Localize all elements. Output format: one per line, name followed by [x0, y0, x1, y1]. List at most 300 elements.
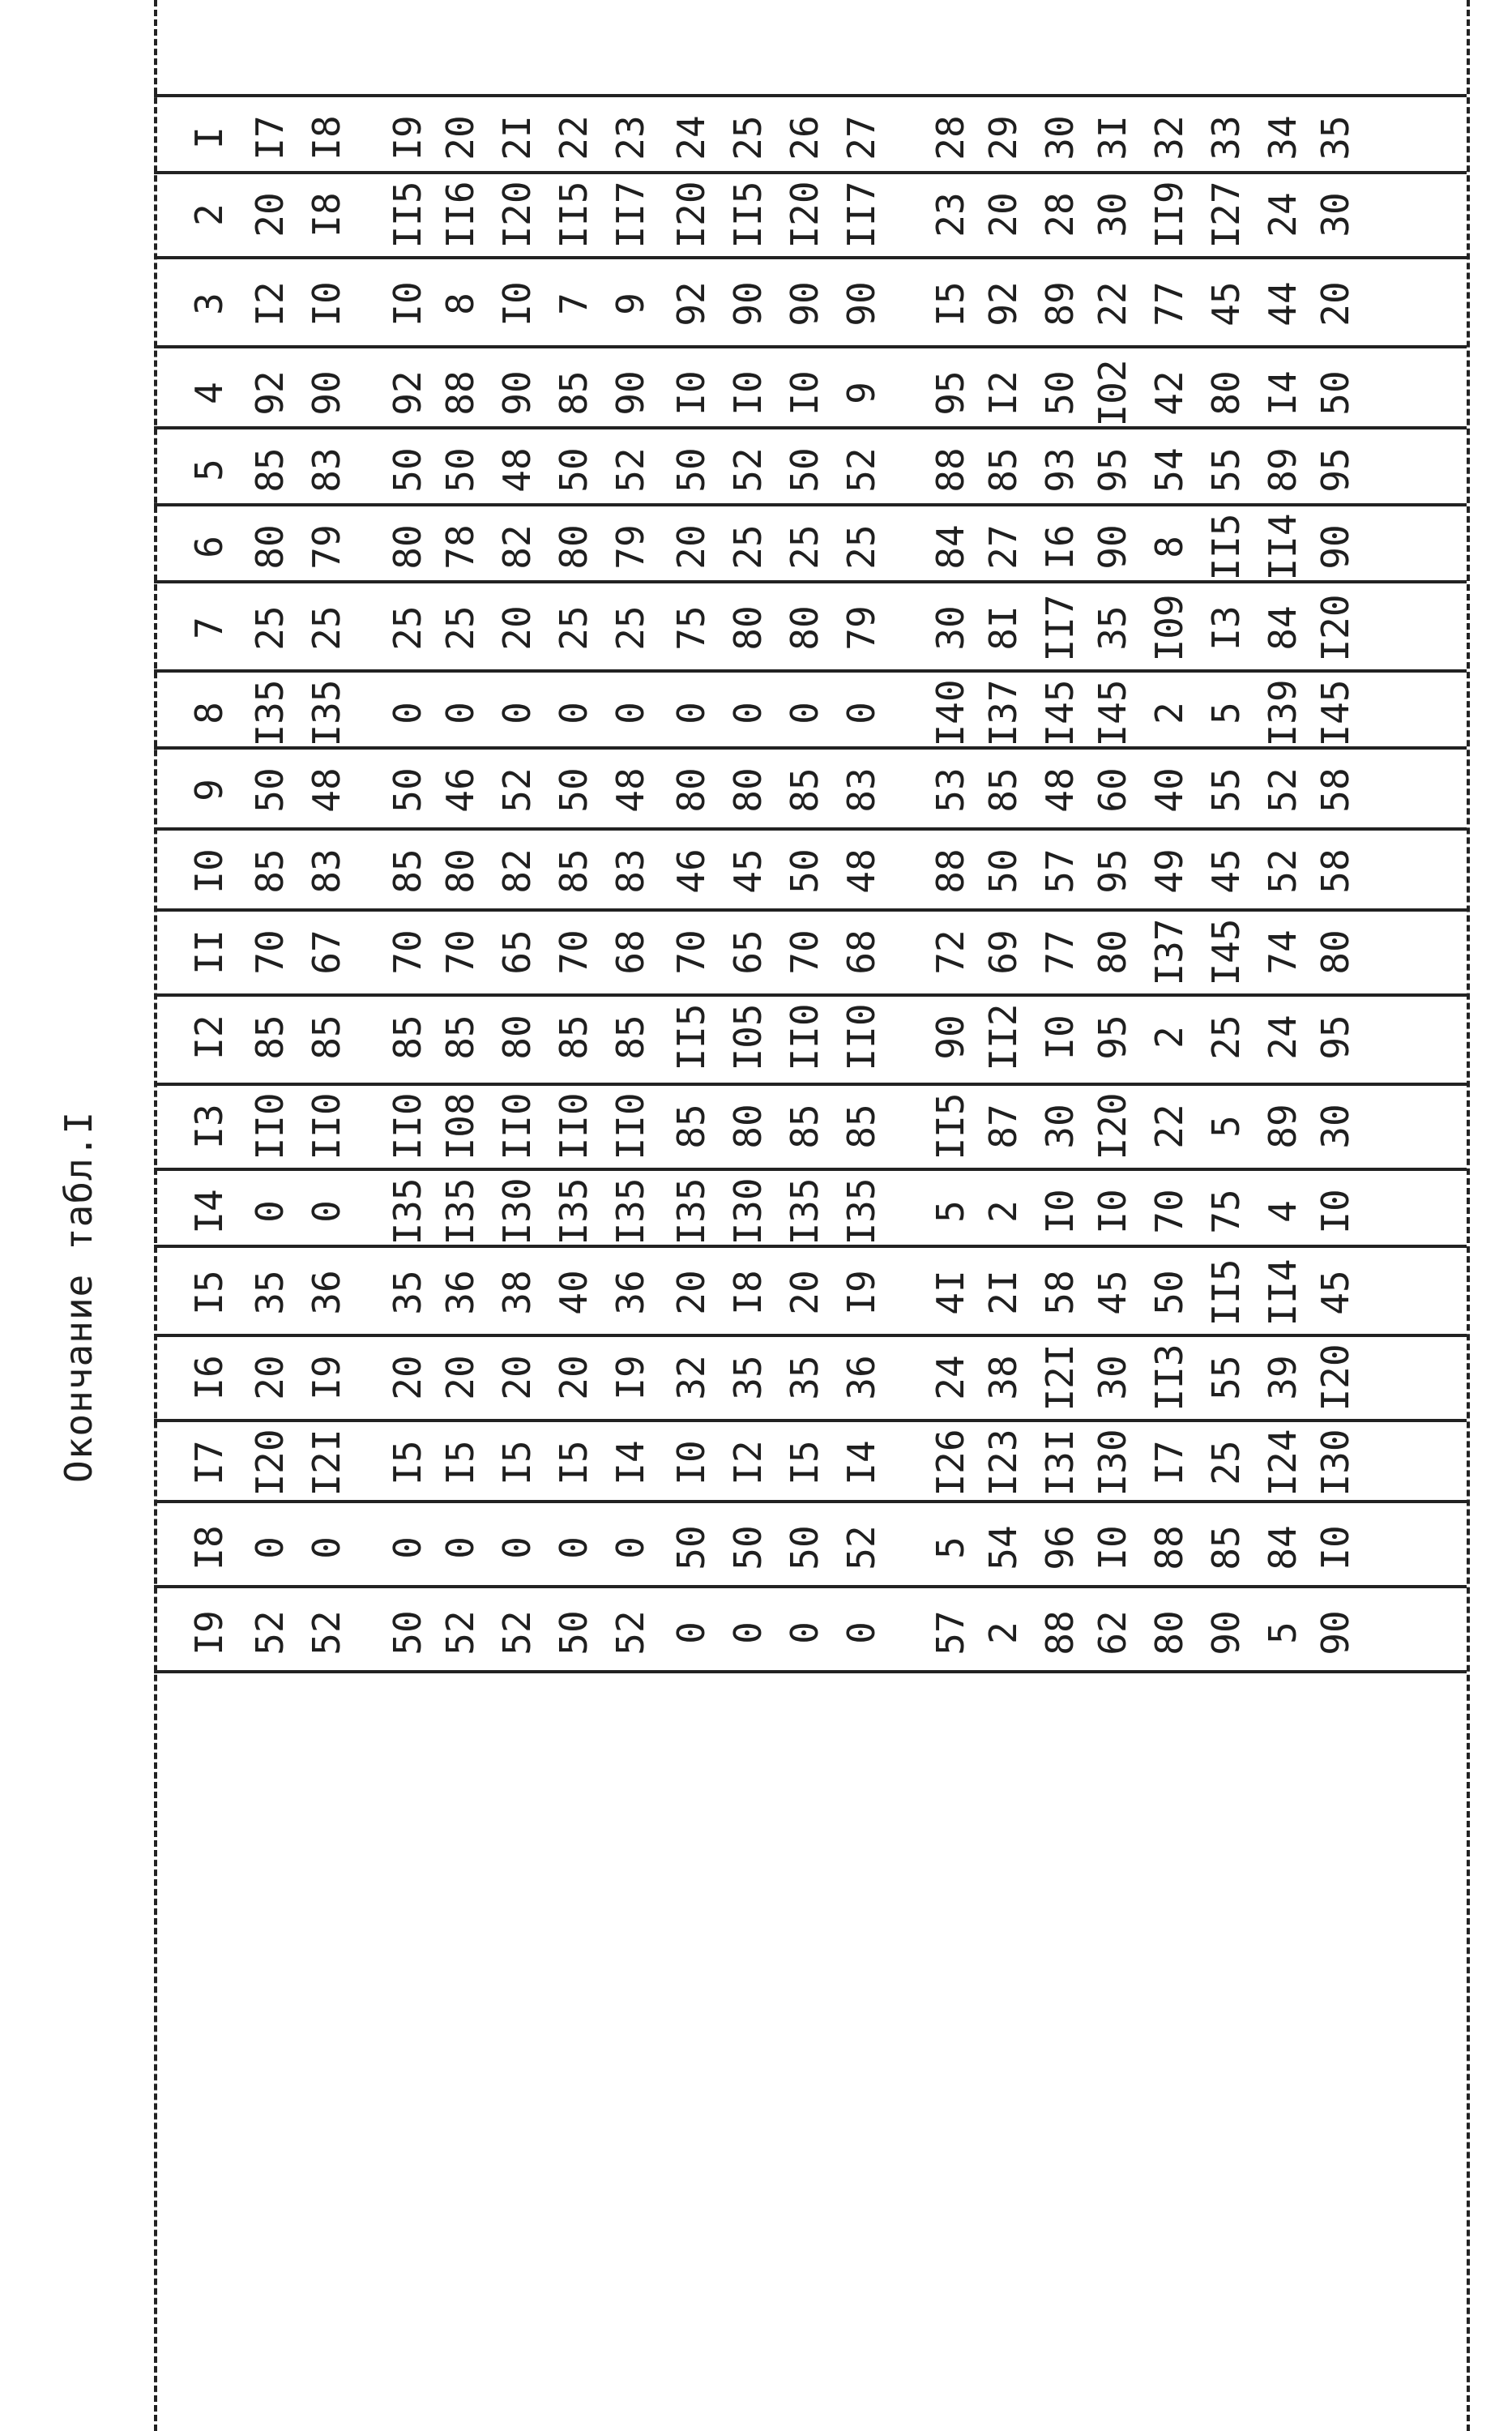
table-cell: II0	[839, 1003, 883, 1071]
table-cell: 50	[783, 848, 826, 894]
table-top-rule	[154, 0, 157, 2431]
table-cell: I30	[495, 1177, 539, 1245]
table-cell: 78	[438, 524, 482, 570]
table-cell: 75	[669, 605, 713, 651]
table-cell: 48	[609, 767, 652, 813]
column-separator	[154, 426, 1467, 429]
table-cell: I3	[1204, 605, 1248, 651]
table-cell: I40	[929, 679, 972, 747]
table-cell: 67	[305, 929, 348, 975]
table-cell: I8	[305, 192, 348, 237]
table-cell: 4I	[929, 1270, 972, 1315]
table-cell: 23	[929, 192, 972, 237]
row-number-cell: I8	[305, 115, 348, 160]
table-cell: 50	[669, 447, 713, 493]
table-cell: II0	[305, 1092, 348, 1160]
table-cell: I4	[609, 1440, 652, 1485]
table-cell: 83	[609, 848, 652, 894]
table-cell: 90	[495, 370, 539, 416]
table-cell: 80	[669, 767, 713, 813]
table-cell: 80	[1313, 929, 1357, 975]
table-cell: I20	[495, 181, 539, 249]
table-cell: 96	[1038, 1525, 1082, 1570]
table-cell: 49	[1147, 848, 1191, 894]
table-cell: 50	[1038, 370, 1082, 416]
row-number-cell: I7	[248, 115, 292, 160]
table-cell: II5	[669, 1003, 713, 1071]
column-separator	[154, 256, 1467, 259]
table-cell: 79	[609, 524, 652, 570]
table-cell: I5	[495, 1440, 539, 1485]
table-cell: II4	[1261, 513, 1305, 581]
table-cell: 85	[248, 1015, 292, 1060]
table-cell: 58	[1313, 767, 1357, 813]
table-cell: 5	[929, 1536, 972, 1559]
table-cell: I20	[669, 181, 713, 249]
table-cell: 90	[1313, 1610, 1357, 1656]
table-cell: 69	[981, 929, 1025, 975]
table-cell: 90	[1313, 524, 1357, 570]
table-cell: 9	[609, 293, 652, 315]
table-cell: I0	[386, 281, 429, 327]
row-number-cell: 33	[1204, 115, 1248, 160]
table-cell: 35	[783, 1355, 826, 1400]
row-number-cell: 20	[438, 115, 482, 160]
table-cell: 2I	[981, 1270, 1025, 1315]
table-cell: 90	[305, 370, 348, 416]
table-cell: I02	[1091, 359, 1134, 427]
table-cell: I5	[929, 281, 972, 327]
table-cell: 80	[248, 524, 292, 570]
table-cell: 20	[1313, 281, 1357, 327]
table-cell: 87	[981, 1104, 1025, 1149]
column-separator	[154, 345, 1467, 348]
table-cell: 62	[1091, 1610, 1134, 1656]
table-cell: I35	[783, 1177, 826, 1245]
table-cell: 0	[305, 1200, 348, 1223]
table-cell: 38	[495, 1270, 539, 1315]
table-cell: 80	[495, 1015, 539, 1060]
table-cell: I5	[438, 1440, 482, 1485]
table-cell: I45	[1313, 679, 1357, 747]
table-cell: I20	[783, 181, 826, 249]
table-cell: 30	[1091, 192, 1134, 237]
table-cell: 48	[1038, 767, 1082, 813]
column-header: I3	[187, 1104, 231, 1149]
table-cell: 65	[726, 929, 770, 975]
table-cell: 8I	[981, 605, 1025, 651]
table-cell: 54	[1147, 447, 1191, 493]
table-cell: 52	[726, 447, 770, 493]
table-cell: 40	[1147, 767, 1191, 813]
table-cell: 83	[305, 848, 348, 894]
table-cell: I5	[386, 1440, 429, 1485]
table-cell: 5	[1261, 1621, 1305, 1644]
table-cell: 70	[438, 929, 482, 975]
table-cell: 82	[495, 524, 539, 570]
table-cell: 30	[1313, 192, 1357, 237]
table-cell: 50	[552, 447, 596, 493]
table-cell: 95	[929, 370, 972, 416]
column-header: 2	[187, 203, 231, 226]
table-cell: 85	[981, 767, 1025, 813]
column-header: I8	[187, 1525, 231, 1570]
column-header: 8	[187, 702, 231, 724]
column-separator	[154, 1500, 1467, 1503]
table-cell: 0	[386, 1536, 429, 1559]
table-cell: 95	[1091, 1015, 1134, 1060]
table-cell: II2	[981, 1003, 1025, 1071]
table-cell: 52	[495, 767, 539, 813]
table-cell: I7	[1147, 1440, 1191, 1485]
table-cell: 70	[1147, 1189, 1191, 1234]
table-cell: 85	[669, 1104, 713, 1149]
table-cell: 20	[438, 1355, 482, 1400]
table-cell: 80	[1091, 929, 1134, 975]
table-cell: 50	[783, 1525, 826, 1570]
table-cell: 92	[248, 370, 292, 416]
table-cell: 44	[1261, 281, 1305, 327]
table-cell: 7	[552, 293, 596, 315]
table-cell: 8	[1147, 536, 1191, 558]
table-cell: 88	[929, 848, 972, 894]
table-cell: 79	[305, 524, 348, 570]
table-cell: I0	[1038, 1189, 1082, 1234]
table-cell: 0	[305, 1536, 348, 1559]
table-cell: I9	[609, 1355, 652, 1400]
table-cell: I2I	[1038, 1344, 1082, 1412]
table-cell: 52	[609, 1610, 652, 1656]
table-cell: 25	[783, 524, 826, 570]
table-cell: I5	[783, 1440, 826, 1485]
table-cell: 50	[438, 447, 482, 493]
table-cell: 2	[1147, 1026, 1191, 1049]
column-header: 5	[187, 459, 231, 481]
table-cell: 93	[1038, 447, 1082, 493]
table-cell: 35	[248, 1270, 292, 1315]
table-cell: 45	[1091, 1270, 1134, 1315]
table-cell: 20	[981, 192, 1025, 237]
table-cell: 55	[1204, 447, 1248, 493]
table-cell: 50	[783, 447, 826, 493]
table-cell: 25	[438, 605, 482, 651]
table-cell: 0	[552, 702, 596, 724]
column-header: 7	[187, 617, 231, 639]
table-cell: 77	[1147, 281, 1191, 327]
table-cell: 85	[1204, 1525, 1248, 1570]
table-cell: 80	[726, 767, 770, 813]
row-number-cell: I9	[386, 115, 429, 160]
column-separator	[154, 746, 1467, 750]
table-cell: 5	[1204, 702, 1248, 724]
table-cell: 92	[669, 281, 713, 327]
table-cell: 0	[783, 702, 826, 724]
table-cell: I05	[726, 1003, 770, 1071]
table-cell: 38	[981, 1355, 1025, 1400]
row-number-cell: 30	[1038, 115, 1082, 160]
table-cell: 70	[552, 929, 596, 975]
table-cell: 30	[1313, 1104, 1357, 1149]
table-cell: I0	[1038, 1015, 1082, 1060]
table-cell: 0	[839, 702, 883, 724]
table-cell: 20	[783, 1270, 826, 1315]
table-cell: I4	[839, 1440, 883, 1485]
table-cell: 85	[552, 848, 596, 894]
row-number-cell: 25	[726, 115, 770, 160]
table-cell: 46	[669, 848, 713, 894]
table-cell: 75	[1204, 1189, 1248, 1234]
table-cell: 85	[783, 1104, 826, 1149]
table-cell: I39	[1261, 679, 1305, 747]
table-cell: 50	[386, 1610, 429, 1656]
table-cell: I4	[1261, 370, 1305, 416]
table-cell: 52	[248, 1610, 292, 1656]
table-cell: 30	[1091, 1355, 1134, 1400]
table-cell: 48	[305, 767, 348, 813]
table-cell: 25	[1204, 1015, 1248, 1060]
table-cell: 88	[1038, 1610, 1082, 1656]
table-cell: I45	[1038, 679, 1082, 747]
column-separator	[154, 1245, 1467, 1248]
row-number-cell: 27	[839, 115, 883, 160]
table-cell: I0	[305, 281, 348, 327]
table-cell: 25	[839, 524, 883, 570]
table-cell: 90	[609, 370, 652, 416]
table-cell: I35	[609, 1177, 652, 1245]
table-cell: 50	[1147, 1270, 1191, 1315]
table-cell: I20	[1091, 1092, 1134, 1160]
table-cell: 2	[1147, 702, 1191, 724]
table-cell: II0	[609, 1092, 652, 1160]
table-cell: 55	[1204, 1355, 1248, 1400]
column-separator	[154, 669, 1467, 673]
table-cell: 20	[552, 1355, 596, 1400]
table-cell: 85	[552, 370, 596, 416]
row-number-cell: 32	[1147, 115, 1191, 160]
table-cell: I24	[1261, 1429, 1305, 1497]
table-cell: 45	[1313, 1270, 1357, 1315]
table-cell: 20	[386, 1355, 429, 1400]
table-cell: I20	[1313, 1344, 1357, 1412]
table-cell: 20	[669, 1270, 713, 1315]
table-cell: 80	[1204, 370, 1248, 416]
table-cell: 0	[248, 1536, 292, 1559]
table-caption: Окончание табл.I	[57, 1110, 100, 1483]
table-cell: 0	[609, 702, 652, 724]
table-cell: 36	[839, 1355, 883, 1400]
table-cell: 57	[1038, 848, 1082, 894]
table-cell: 90	[1204, 1610, 1248, 1656]
table-cell: I37	[981, 679, 1025, 747]
table-cell: 5	[1204, 1115, 1248, 1138]
table-cell: 20	[248, 1355, 292, 1400]
table-cell: I3I	[1038, 1429, 1082, 1497]
table-cell: 79	[839, 605, 883, 651]
table-cell: 85	[839, 1104, 883, 1149]
table-cell: 50	[669, 1525, 713, 1570]
table-cell: 0	[726, 1621, 770, 1644]
table-cell: 50	[248, 767, 292, 813]
table-cell: 35	[1091, 605, 1134, 651]
table-cell: 0	[438, 702, 482, 724]
column-separator	[154, 1670, 1467, 1673]
table-cell: I0	[1091, 1525, 1134, 1570]
table-cell: I35	[839, 1177, 883, 1245]
table-cell: 70	[248, 929, 292, 975]
column-separator	[154, 503, 1467, 506]
table-cell: I0	[1313, 1189, 1357, 1234]
table-cell: 80	[726, 605, 770, 651]
column-header: 6	[187, 536, 231, 558]
table-cell: I23	[981, 1429, 1025, 1497]
table-cell: 20	[495, 1355, 539, 1400]
table-cell: 88	[438, 370, 482, 416]
table-cell: 50	[552, 767, 596, 813]
table-cell: I26	[929, 1429, 972, 1497]
table-cell: 85	[609, 1015, 652, 1060]
table-cell: I35	[438, 1177, 482, 1245]
row-number-cell: 28	[929, 115, 972, 160]
table-cell: 48	[495, 447, 539, 493]
table-cell: I35	[386, 1177, 429, 1245]
table-cell: 48	[839, 848, 883, 894]
table-cell: II5	[1204, 513, 1248, 581]
table-cell: 54	[981, 1525, 1025, 1570]
table-cell: 50	[726, 1525, 770, 1570]
table-cell: I35	[552, 1177, 596, 1245]
table-cell: I45	[1091, 679, 1134, 747]
table-cell: 52	[609, 447, 652, 493]
column-header: 9	[187, 779, 231, 801]
table-cell: 52	[1261, 767, 1305, 813]
table-bottom-rule	[1467, 0, 1470, 2431]
table-cell: I9	[839, 1270, 883, 1315]
table-cell: 22	[1147, 1104, 1191, 1149]
table-cell: 4	[1261, 1200, 1305, 1223]
table-cell: I37	[1147, 918, 1191, 986]
table-cell: 25	[552, 605, 596, 651]
table-cell: 83	[839, 767, 883, 813]
table-cell: I08	[438, 1092, 482, 1160]
table-cell: II4	[1261, 1258, 1305, 1327]
table-cell: 45	[726, 848, 770, 894]
table-cell: I30	[1313, 1429, 1357, 1497]
row-number-cell: 26	[783, 115, 826, 160]
table-cell: 52	[305, 1610, 348, 1656]
table-cell: II5	[929, 1092, 972, 1160]
table-cell: I2	[981, 370, 1025, 416]
table-cell: 45	[1204, 281, 1248, 327]
table-cell: I30	[726, 1177, 770, 1245]
table-cell: 36	[609, 1270, 652, 1315]
table-cell: 84	[1261, 1525, 1305, 1570]
table-cell: 80	[438, 848, 482, 894]
table-cell: I2I	[305, 1429, 348, 1497]
column-separator	[154, 827, 1467, 831]
table-cell: 80	[783, 605, 826, 651]
column-separator	[154, 94, 1467, 97]
table-cell: 9	[839, 382, 883, 404]
table-cell: 52	[495, 1610, 539, 1656]
table-cell: I30	[1091, 1429, 1134, 1497]
table-cell: 90	[929, 1015, 972, 1060]
column-separator	[154, 1168, 1467, 1171]
table-cell: 46	[438, 767, 482, 813]
table-cell: II5	[552, 181, 596, 249]
table-cell: 82	[495, 848, 539, 894]
column-header: II	[187, 929, 231, 975]
table-cell: 84	[1261, 605, 1305, 651]
column-separator	[154, 1419, 1467, 1422]
table-cell: 0	[386, 702, 429, 724]
table-cell: 60	[1091, 767, 1134, 813]
table-cell: II5	[726, 181, 770, 249]
data-table	[154, 0, 1483, 2431]
table-cell: 35	[726, 1355, 770, 1400]
table-cell: 42	[1147, 370, 1191, 416]
table-cell: 0	[669, 702, 713, 724]
table-cell: 40	[552, 1270, 596, 1315]
table-cell: 0	[438, 1536, 482, 1559]
table-cell: I0	[1091, 1189, 1134, 1234]
table-cell: I0	[726, 370, 770, 416]
table-cell: 68	[609, 929, 652, 975]
table-cell: 20	[248, 192, 292, 237]
row-number-cell: 24	[669, 115, 713, 160]
table-cell: 52	[1261, 848, 1305, 894]
column-header: I0	[187, 848, 231, 894]
table-cell: I09	[1147, 594, 1191, 662]
table-cell: 80	[726, 1104, 770, 1149]
table-cell: 85	[248, 447, 292, 493]
table-cell: 28	[1038, 192, 1082, 237]
table-cell: 52	[438, 1610, 482, 1656]
table-cell: 90	[839, 281, 883, 327]
table-cell: 85	[783, 767, 826, 813]
table-cell: I0	[495, 281, 539, 327]
row-number-cell: 3I	[1091, 115, 1134, 160]
table-cell: 2	[981, 1200, 1025, 1223]
column-header: I7	[187, 1440, 231, 1485]
table-cell: 5	[929, 1200, 972, 1223]
table-cell: 57	[929, 1610, 972, 1656]
table-cell: 25	[609, 605, 652, 651]
table-cell: II5	[1204, 1258, 1248, 1327]
table-cell: I2	[726, 1440, 770, 1485]
table-cell: 89	[1038, 281, 1082, 327]
row-number-cell: 35	[1313, 115, 1357, 160]
table-cell: 24	[1261, 1015, 1305, 1060]
table-cell: I6	[1038, 524, 1082, 570]
table-cell: 0	[783, 1621, 826, 1644]
table-cell: 90	[783, 281, 826, 327]
table-cell: 85	[248, 848, 292, 894]
table-cell: 95	[1313, 1015, 1357, 1060]
table-cell: I35	[248, 679, 292, 747]
row-number-cell: 22	[552, 115, 596, 160]
column-separator	[154, 171, 1467, 174]
table-cell: 58	[1038, 1270, 1082, 1315]
table-cell: 24	[1261, 192, 1305, 237]
table-cell: 36	[438, 1270, 482, 1315]
column-header: I	[187, 126, 231, 149]
table-cell: 53	[929, 767, 972, 813]
table-cell: 36	[305, 1270, 348, 1315]
table-cell: 92	[981, 281, 1025, 327]
table-cell: I0	[783, 370, 826, 416]
table-cell: II6	[438, 181, 482, 249]
table-cell: 70	[386, 929, 429, 975]
